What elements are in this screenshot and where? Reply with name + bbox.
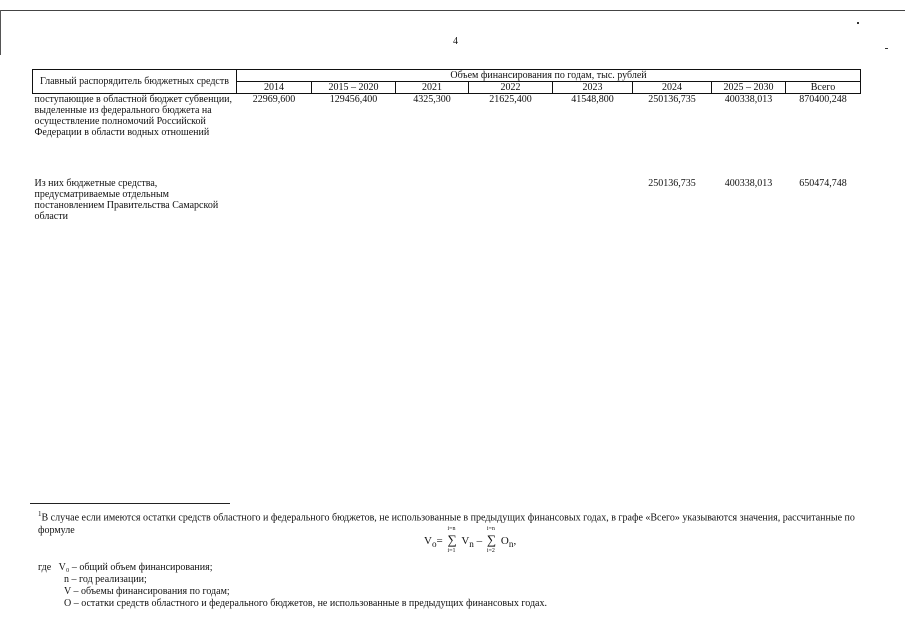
footnote-body: В случае если имеются остатки средств областного и федерального бюджетов, не использованные в предыдущих финансовых годах, в графе «Всего» указываются значения, рассчитанные по формуле xyxy=(38,512,855,537)
sum-symbol: ∑ i=n i=1 xyxy=(447,526,457,554)
scan-edge-line xyxy=(0,10,905,11)
scan-speck xyxy=(857,22,859,24)
row-label: поступающие в областной бюджет субвенции, выделенные из федерального бюджета на осуществление полномочий Российской Федерации в области водных отношений xyxy=(34,94,233,138)
header-year: 2025 – 2030 xyxy=(712,82,786,94)
definition: V – объемы финансирования по годам; xyxy=(64,586,230,597)
definition: V₀ – общий объем финансирования; xyxy=(58,562,213,573)
formula-definitions xyxy=(38,562,547,610)
header-year: 2022 xyxy=(469,82,553,94)
footnote-rule xyxy=(30,503,230,504)
definition: O – остатки средств областного и федерального бюджетов, не использованные в предыдущих финансовых годах. xyxy=(64,598,547,609)
cell-total: 650474,748 xyxy=(799,178,847,189)
formula: $V_o=$ ∑ i=n i=1 $V_n$ – ∑ i=n i=2 $O_n$, xyxy=(424,526,517,554)
header-year: 2015 – 2020 xyxy=(312,82,396,94)
header-year: 2021 xyxy=(396,82,469,94)
cell-value: 400338,013 xyxy=(724,178,773,189)
header-total: Всего xyxy=(786,82,861,94)
scan-speck xyxy=(885,48,888,49)
where-label: где xyxy=(38,562,52,573)
footnote-marker: 1 xyxy=(38,510,42,518)
header-distributor: Главный распорядитель бюджетных средств xyxy=(33,70,237,94)
table-row xyxy=(33,94,861,179)
cell-value: 129456,400 xyxy=(329,94,378,105)
cell-value xyxy=(396,178,469,238)
cell-value: 4325,300 xyxy=(413,94,451,105)
cell-value: 250136,735 xyxy=(648,178,696,189)
cell-value xyxy=(469,178,553,238)
cell-value: 22969,600 xyxy=(252,94,296,105)
header-year: 2024 xyxy=(633,82,712,94)
cell-value: 41548,800 xyxy=(571,94,614,105)
page-number: 4 xyxy=(453,36,458,47)
header-year: 2023 xyxy=(553,82,633,94)
sum-symbol: ∑ i=n i=2 xyxy=(486,526,497,554)
header-year: 2014 xyxy=(237,82,312,94)
cell-value: 250136,735 xyxy=(648,94,696,105)
table-row xyxy=(33,178,861,238)
cell-value xyxy=(312,178,396,238)
cell-value xyxy=(553,178,633,238)
header-funding-title: Объем финансирования по годам, тыс. рублей xyxy=(237,70,861,82)
financing-table xyxy=(32,69,861,238)
scan-edge-left xyxy=(0,10,1,55)
cell-value: 400338,013 xyxy=(724,94,773,105)
cell-value: 21625,400 xyxy=(489,94,532,105)
definition: n – год реализации; xyxy=(64,574,147,585)
row-label: Из них бюджетные средства, предусматриваемые отдельным постановлением Правительства Самарской области xyxy=(34,178,219,222)
cell-value xyxy=(237,178,312,238)
cell-total: 870400,248 xyxy=(799,94,847,105)
